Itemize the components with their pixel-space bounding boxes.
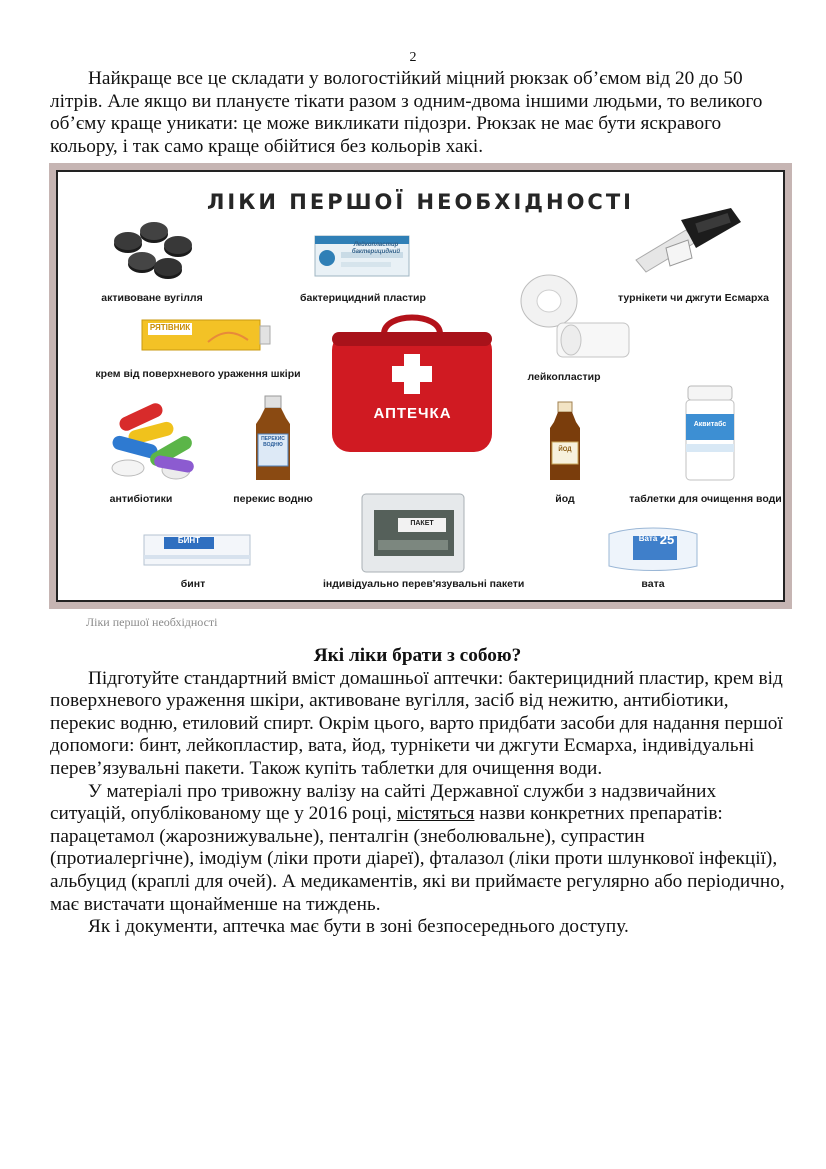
- cotton-label-text: Вата: [638, 534, 658, 543]
- dressing-packet-icon: [358, 490, 468, 576]
- peroxide-label-text: ПЕРЕКИС ВОДНЮ: [261, 436, 285, 448]
- paragraph-2-start: У матеріалі про тривожну валізу на сайті Державної служби з надзвичайних ситуацій, опублікованому ще у 2016 році,: [50, 780, 717, 825]
- figure-caption: Ліки першої необхідності: [86, 615, 218, 629]
- label-tourniquet: турнікети чи джгути Есмарха: [618, 292, 769, 304]
- tourniquet-icon: [626, 200, 751, 285]
- section-heading: Які ліки брати з собою?: [313, 645, 522, 666]
- intro-text: [50, 68, 785, 158]
- first-aid-bag-icon: [320, 304, 505, 459]
- plaster-box-text: Лейкопластир бактерицидний: [351, 242, 401, 255]
- main-text: [50, 645, 785, 939]
- bag-text: АПТЕЧКА: [373, 405, 452, 422]
- label-cream: крем від поверхневого ураження шкіри: [95, 368, 301, 380]
- adhesive-tape-icon: [513, 267, 638, 367]
- label-charcoal: активоване вугілля: [101, 292, 203, 304]
- water-brand-text: Аквитабс: [693, 421, 727, 428]
- paragraph-1: Підготуйте стандартний вміст домашньої аптечки: бактерицидний пластир, крем від поверхневого ураження шкіри, активоване вугілля, засіб від нежитю, антибіотики, перекис водню, етиловий спирт. Окрім цього, варто придбати засоби для надання першої допомоги: бинт, лейкопластир, вата, йод, турнікети чи джгути Есмарха, індивідуальні перев’язувальні пакети. Також купіть таблетки для очищення води.: [50, 667, 783, 779]
- antibiotic-pills-icon: [98, 400, 213, 485]
- cream-tube-icon: [138, 312, 273, 357]
- label-bactericidal-plaster: бактерицидний пластир: [300, 292, 426, 304]
- water-tablets-icon: [680, 384, 740, 484]
- cream-brand-text: РЯТІВНИК: [149, 323, 191, 332]
- source-link[interactable]: містяться: [396, 803, 475, 825]
- label-bandage: бинт: [180, 578, 206, 590]
- iodine-bottle-icon: [544, 400, 586, 484]
- top-paragraph: Найкраще все це складати у вологостійкий міцний рюкзак об’ємом від 20 до 50 літрів. Але якщо ви плануєте тікати разом з одним-двома іншими людьми, то великого об’єму краще уникати: це може викликати підозри. Рюкзак не має бути яскравого кольору, і так само краще обійтися без кольорів хакі.: [50, 68, 763, 157]
- figure-panel: [56, 170, 785, 602]
- label-dressing-packets: індивідуально перев'язувальні пакети: [323, 578, 525, 590]
- label-peroxide: перекис водню: [233, 493, 313, 505]
- figure-title: ЛІКИ ПЕРШОЇ НЕОБХІДНОСТІ: [206, 190, 634, 214]
- packet-label-text: ПАКЕТ: [410, 520, 434, 527]
- label-iodine: йод: [555, 493, 575, 505]
- label-adhesive-plaster: лейкопластир: [527, 371, 601, 383]
- label-water-tablets: таблетки для очищення води: [629, 493, 782, 505]
- page-number: 2: [409, 50, 417, 65]
- charcoal-tablets-icon: [106, 212, 201, 287]
- paragraph-2-end: назви конкретних препаратів: парацетамол (жарознижувальне), пенталгін (знеболювальне), супрастин (протиалергічне), імодіум (ліки проти діареї), фталазол (ліки проти шлункової інфекції), альбуцид (краплі для очей). А медикаментів, які ви приймаєте регулярно або періодично, має вистачати щонайменше на тиждень.: [50, 803, 785, 915]
- iodine-label-text: ЙОД: [558, 447, 572, 453]
- label-antibiotics: антибіотики: [109, 493, 173, 505]
- cotton-number-text: 25: [659, 532, 675, 547]
- paragraph-3: Як і документи, аптечка має бути в зоні безпосереднього доступу.: [88, 916, 629, 938]
- label-cotton: вата: [641, 578, 665, 590]
- cotton-wool-icon: [603, 522, 703, 574]
- bandage-icon: [140, 527, 255, 572]
- bandage-label-text: БИНТ: [177, 536, 201, 545]
- first-aid-figure: [49, 163, 792, 609]
- paragraph-2: [50, 781, 785, 917]
